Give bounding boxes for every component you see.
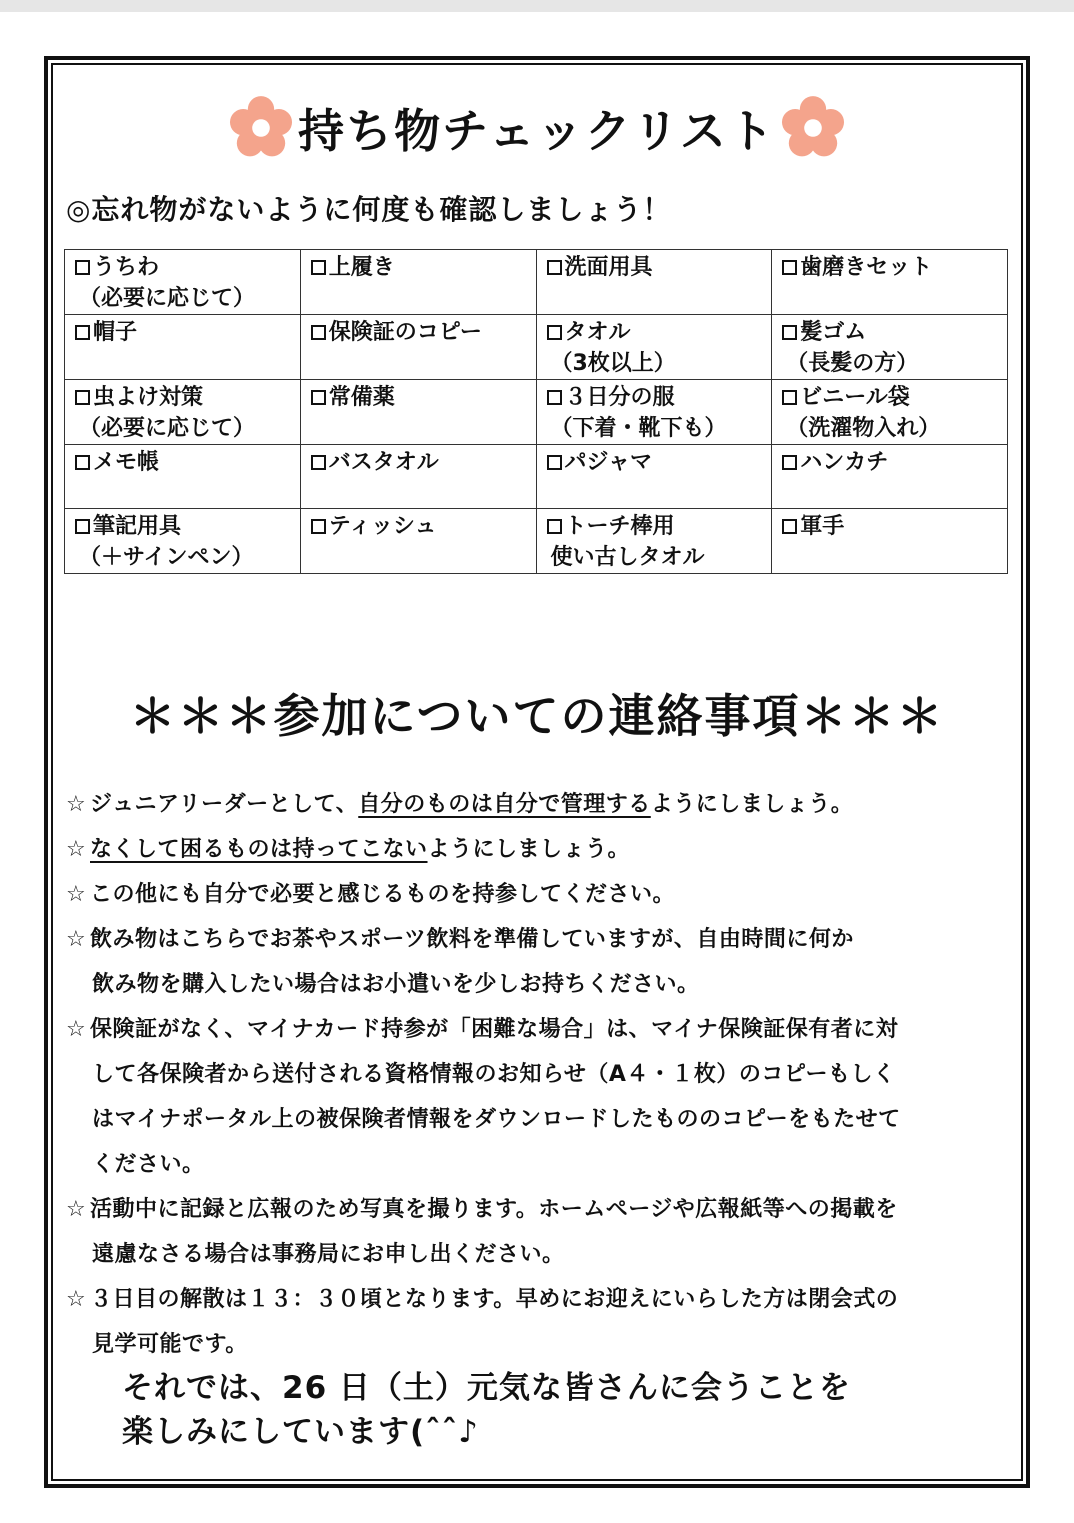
note-item: ☆ なくして困るものは持ってこないようにしましょう。 — [66, 827, 1016, 872]
checklist-item-label: パジャマ — [564, 450, 653, 475]
checkbox-icon[interactable] — [547, 390, 562, 405]
checkbox-icon[interactable] — [75, 325, 90, 340]
checklist-item-note: （必要に応じて） — [79, 286, 256, 311]
checklist-item-label: バスタオル — [328, 450, 439, 475]
checklist-item[interactable] — [772, 509, 1008, 574]
checklist-item-label: うちわ — [93, 255, 160, 280]
checklist-item[interactable] — [772, 445, 1008, 509]
checklist-item-note: （必要に応じて） — [79, 416, 256, 441]
checkbox-icon[interactable] — [782, 260, 797, 275]
checklist-item[interactable] — [536, 445, 772, 509]
star-icon: ☆ — [66, 1287, 87, 1312]
checklist-item[interactable] — [300, 445, 536, 509]
checkbox-icon[interactable] — [782, 455, 797, 470]
checklist-item-label: トーチ棒用 — [564, 514, 675, 539]
checklist-item-label: ３日分の服 — [564, 385, 675, 410]
checklist-item-label: 常備薬 — [328, 385, 395, 410]
checklist-item-label: メモ帳 — [93, 450, 160, 475]
checkbox-icon[interactable] — [311, 455, 326, 470]
star-icon: ☆ — [66, 927, 87, 952]
notices — [66, 782, 1016, 1367]
checklist-item-label: 上履き — [328, 255, 395, 280]
checkbox-icon[interactable] — [75, 390, 90, 405]
checklist-item[interactable] — [536, 250, 772, 315]
note-item: ☆ ３日目の解散は１３：３０頃となります。早めにお迎えにいらした方は閉会式の 見学可能です。 — [66, 1277, 1016, 1367]
checkbox-icon[interactable] — [75, 260, 90, 275]
flower-icon — [780, 95, 846, 161]
checkbox-icon[interactable] — [311, 260, 326, 275]
checklist-item-note: 使い古しタオル — [550, 545, 705, 570]
checkbox-icon[interactable] — [547, 325, 562, 340]
checklist-item[interactable] — [65, 250, 301, 315]
top-strip — [0, 0, 1074, 12]
checkbox-icon[interactable] — [547, 519, 562, 534]
checklist-item[interactable] — [65, 315, 301, 380]
checklist-item[interactable] — [300, 315, 536, 380]
checklist-row — [65, 250, 1008, 315]
checklist-item-note: （下着・靴下も） — [550, 416, 727, 441]
checklist-item[interactable] — [772, 250, 1008, 315]
note-item: ☆ ジュニアリーダーとして、自分のものは自分で管理するようにしましょう。 — [66, 782, 1016, 827]
checklist-item-label: ティッシュ — [328, 514, 437, 539]
checklist-item-label: 歯磨きセット — [800, 255, 933, 280]
checklist-item[interactable] — [65, 509, 301, 574]
checklist-table — [64, 249, 1008, 574]
checklist-item-label: タオル — [564, 320, 631, 345]
checkbox-icon[interactable] — [547, 260, 562, 275]
notice-title: ＊＊＊参加についての連絡事項＊＊＊ — [129, 689, 945, 743]
checklist-item[interactable] — [536, 315, 772, 380]
note-item: ☆ この他にも自分で必要と感じるものを持参してください。 — [66, 872, 1016, 917]
checkbox-icon[interactable] — [75, 519, 90, 534]
checklist-item-label: 帽子 — [93, 320, 138, 345]
checklist-item-label: ビニール袋 — [800, 385, 910, 410]
checklist-item-label: 髪ゴム — [800, 320, 867, 345]
checklist-item[interactable] — [300, 509, 536, 574]
checkbox-icon[interactable] — [547, 455, 562, 470]
flower-icon — [228, 95, 294, 161]
checklist-row — [65, 380, 1008, 445]
checklist-item-label: 筆記用具 — [93, 514, 182, 539]
checklist-item-label: 保険証のコピー — [328, 320, 482, 345]
star-icon: ☆ — [66, 882, 87, 907]
checklist-item-label: ハンカチ — [800, 450, 889, 475]
checklist-item[interactable] — [772, 315, 1008, 380]
checklist-item[interactable] — [536, 509, 772, 574]
checklist-item[interactable] — [65, 445, 301, 509]
page-title: 持ち物チェックリスト — [298, 104, 776, 158]
checklist-item[interactable] — [300, 380, 536, 445]
checklist-item-label: 虫よけ対策 — [93, 385, 204, 410]
checkbox-icon[interactable] — [75, 455, 90, 470]
checkbox-icon[interactable] — [782, 390, 797, 405]
underlined-text: なくして困るものは持ってこない — [90, 837, 428, 862]
checklist-item-note: （3枚以上） — [550, 351, 676, 376]
checklist-row — [65, 445, 1008, 509]
note-item: ☆ 飲み物はこちらでお茶やスポーツ飲料を準備していますが、自由時間に何か 飲み物を購入したい場合はお小遣いを少しお持ちください。 — [66, 917, 1016, 1007]
checkbox-icon[interactable] — [311, 390, 326, 405]
title-row — [51, 88, 1023, 168]
checklist-item[interactable] — [65, 380, 301, 445]
note-item: ☆ 保険証がなく、マイナカード持参が「困難な場合」は、マイナ保険証保有者に対 して各保険者から送付される資格情報のお知らせ（A４・１枚）のコピーもしく はマイナポータル上の被保険者情報をダウンロードしたもののコピーをもたせて ください。 — [66, 1007, 1016, 1187]
checklist-item-note: （＋サインペン） — [79, 545, 254, 570]
checklist-item-label: 軍手 — [800, 514, 845, 539]
star-icon: ☆ — [66, 837, 87, 862]
star-icon: ☆ — [66, 1197, 87, 1222]
checklist-item[interactable] — [536, 380, 772, 445]
checkbox-icon[interactable] — [311, 519, 326, 534]
checkbox-icon[interactable] — [782, 325, 797, 340]
checklist-item-note: （洗濯物入れ） — [786, 416, 941, 441]
star-icon: ☆ — [66, 792, 87, 817]
subtitle: ◎忘れ物がないように何度も確認しましょう！ — [66, 193, 672, 226]
checklist-item[interactable] — [300, 250, 536, 315]
checklist-item-note: （長髪の方） — [786, 351, 919, 376]
checklist-row — [65, 315, 1008, 380]
checklist-item-label: 洗面用具 — [564, 255, 653, 280]
checkbox-icon[interactable] — [782, 519, 797, 534]
checklist-row — [65, 509, 1008, 574]
checklist-item[interactable] — [772, 380, 1008, 445]
underlined-text: 自分のものは自分で管理する — [358, 792, 651, 817]
note-item: ☆ 活動中に記録と広報のため写真を撮ります。ホームページや広報紙等への掲載を 遠慮なさる場合は事務局にお申し出ください。 — [66, 1187, 1016, 1277]
checkbox-icon[interactable] — [311, 325, 326, 340]
star-icon: ☆ — [66, 1017, 87, 1042]
closing-message: それでは、26 日（土）元気な皆さんに会うことを 楽しみにしています(ˆˆ♪ — [122, 1370, 851, 1450]
